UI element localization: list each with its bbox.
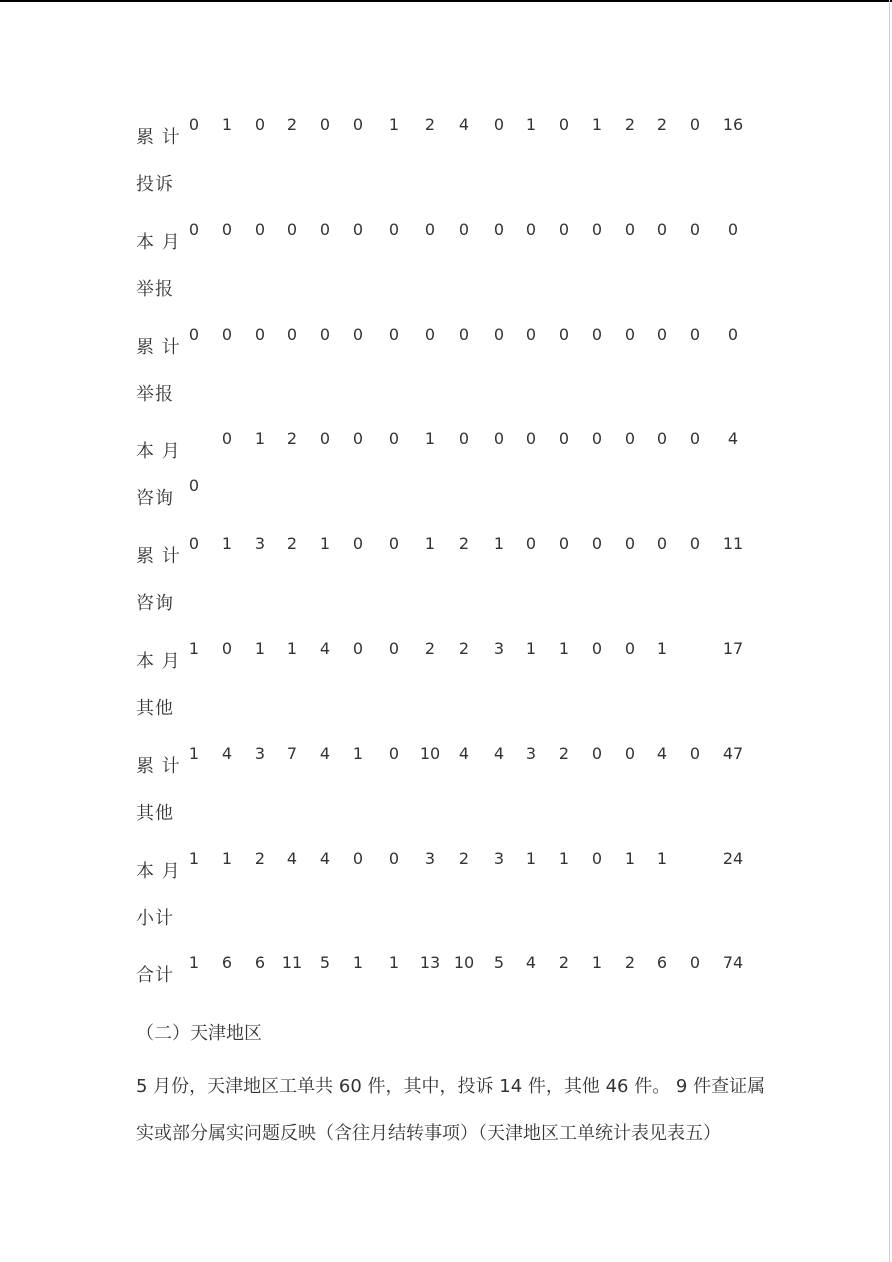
- table-cell: 0: [624, 534, 636, 554]
- table-cell: 10: [419, 743, 441, 763]
- table-cell: 1: [254, 429, 266, 449]
- row-label-top: 本 月: [136, 231, 181, 253]
- table-cell: 0: [525, 534, 537, 554]
- table-cell: 0: [656, 429, 668, 449]
- table-cell: 2: [424, 115, 436, 134]
- table-cell: 4: [319, 848, 331, 868]
- table-cell: 4: [525, 953, 537, 973]
- table-cell: 1: [656, 639, 668, 658]
- table-cell: 3: [424, 848, 436, 868]
- row-label-top: 本 月: [136, 860, 181, 882]
- table-cell: 6: [656, 953, 668, 973]
- table-cell: 3: [525, 743, 537, 763]
- table-cell: 2: [458, 848, 470, 868]
- row-label-top: 累 计: [136, 755, 181, 777]
- table-cell: 0: [591, 743, 603, 763]
- table-cell: 1: [591, 953, 603, 973]
- table-cell: 6: [254, 953, 266, 973]
- table-cell: 2: [624, 953, 636, 973]
- table-cell: 2: [656, 115, 668, 134]
- table-cell: 11: [722, 534, 744, 554]
- table-cell: 0: [221, 324, 233, 344]
- table-cell: 0: [424, 324, 436, 344]
- table-cell: 47: [722, 743, 744, 763]
- table-cell: 0: [689, 115, 701, 134]
- table-cell: 3: [493, 848, 505, 868]
- row-label-top: 本 月: [136, 441, 181, 463]
- table-cell: 0: [493, 219, 505, 239]
- table-cell: 0: [591, 848, 603, 868]
- table-cell: 0: [286, 324, 298, 344]
- table-cell: 0: [558, 115, 570, 134]
- row-label-top: 累 计: [136, 336, 181, 358]
- table-cell: 1: [525, 848, 537, 868]
- table-cell: 0: [352, 429, 364, 449]
- table-cell: 1: [591, 115, 603, 134]
- table-cell: 1: [221, 848, 233, 868]
- table-cell: 16: [722, 115, 744, 134]
- table-cell: 3: [254, 743, 266, 763]
- table-cell: 0: [727, 324, 739, 344]
- table-cell: 0: [188, 115, 200, 134]
- table-cell: 0: [188, 324, 200, 344]
- table-cell: 2: [558, 743, 570, 763]
- table-cell: 2: [424, 639, 436, 658]
- table-cell: 1: [424, 429, 436, 449]
- table-cell: 0: [591, 324, 603, 344]
- table-cell: 0: [352, 534, 364, 554]
- table-cell: 0: [388, 639, 400, 658]
- table-cell: 1: [221, 534, 233, 554]
- table-cell: 0: [458, 429, 470, 449]
- table-cell: 1: [558, 848, 570, 868]
- table-cell: 0: [458, 219, 470, 239]
- table-cell: 1: [493, 534, 505, 554]
- table-cell: 4: [656, 743, 668, 763]
- table-cell: 0: [221, 429, 233, 449]
- table-cell: 0: [254, 324, 266, 344]
- table-cell: 0: [558, 429, 570, 449]
- table-cell: 0: [591, 429, 603, 449]
- table-cell: 0: [525, 324, 537, 344]
- table-cell: 4: [458, 743, 470, 763]
- row-label-bottom: 举报: [136, 383, 174, 405]
- row-label-bottom: 小计: [136, 907, 174, 929]
- table-cell: 1: [352, 953, 364, 973]
- table-cell: 0: [188, 476, 200, 496]
- table-cell: 0: [221, 639, 233, 658]
- table-cell: 0: [525, 429, 537, 449]
- table-cell: 2: [458, 639, 470, 658]
- top-border: [0, 0, 892, 2]
- table-cell: 0: [689, 743, 701, 763]
- table-cell: 1: [656, 848, 668, 868]
- table-cell: 0: [188, 534, 200, 554]
- table-cell: 0: [591, 639, 603, 658]
- table-cell: 0: [689, 534, 701, 554]
- table-cell: 0: [188, 219, 200, 239]
- table-cell: 0: [388, 848, 400, 868]
- table-cell: 1: [525, 639, 537, 658]
- table-cell: 2: [286, 429, 298, 449]
- table-cell: 0: [286, 219, 298, 239]
- table-cell: 0: [319, 219, 331, 239]
- table-cell: 0: [352, 324, 364, 344]
- table-cell: 1: [188, 953, 200, 973]
- table-cell: 1: [221, 115, 233, 134]
- table-cell: 0: [689, 324, 701, 344]
- table-cell: 0: [319, 324, 331, 344]
- table-cell: 1: [188, 743, 200, 763]
- table-cell: 1: [319, 534, 331, 554]
- table-cell: 1: [286, 639, 298, 658]
- table-cell: 2: [624, 115, 636, 134]
- row-label-bottom: 咨询: [136, 488, 174, 510]
- row-label-top: 累 计: [136, 546, 181, 568]
- row-label-top: 累 计: [136, 127, 181, 148]
- table-cell: 6: [221, 953, 233, 973]
- table-cell: 1: [388, 115, 400, 134]
- table-cell: 11: [281, 953, 303, 973]
- table-cell: 0: [352, 219, 364, 239]
- table-cell: 1: [525, 115, 537, 134]
- table-cell: 0: [656, 534, 668, 554]
- table-cell: 0: [319, 429, 331, 449]
- table-cell: 1: [352, 743, 364, 763]
- table-cell: 0: [221, 219, 233, 239]
- table-cell: 3: [493, 639, 505, 658]
- table-cell: 0: [352, 639, 364, 658]
- table-cell: 4: [319, 639, 331, 658]
- table-cell: 0: [624, 639, 636, 658]
- table-cell: 7: [286, 743, 298, 763]
- table-cell: 0: [388, 743, 400, 763]
- table-cell: 1: [624, 848, 636, 868]
- table-cell: 4: [493, 743, 505, 763]
- paragraph-line-2: 实或部分属实问题反映（含往月结转事项）（天津地区工单统计表见表五）: [136, 1123, 721, 1144]
- table-cell: 0: [388, 324, 400, 344]
- table-cell: 4: [286, 848, 298, 868]
- table-cell: 2: [254, 848, 266, 868]
- table-cell: 0: [558, 324, 570, 344]
- table-cell: 0: [689, 953, 701, 973]
- table-cell: 0: [352, 848, 364, 868]
- table-cell: 24: [722, 848, 744, 868]
- table-cell: 0: [388, 219, 400, 239]
- row-label-bottom: 咨询: [136, 593, 174, 615]
- table-cell: 74: [722, 953, 744, 973]
- table-cell: 1: [254, 639, 266, 658]
- section-heading: （二）天津地区: [136, 1023, 262, 1044]
- table-cell: 1: [558, 639, 570, 658]
- table-cell: 0: [493, 324, 505, 344]
- row-label-bottom: 举报: [136, 278, 174, 300]
- table-cell: 0: [656, 219, 668, 239]
- row-label-top: 本 月: [136, 651, 181, 672]
- table-cell: 4: [221, 743, 233, 763]
- row-label-bottom: 其他: [136, 802, 174, 824]
- table-cell: 0: [558, 534, 570, 554]
- row-label-bottom: 其他: [136, 698, 174, 719]
- table-cell: 2: [286, 115, 298, 134]
- table-cell: 0: [689, 219, 701, 239]
- row-label-bottom: 投诉: [136, 174, 174, 195]
- table-cell: 1: [388, 953, 400, 973]
- table-cell: 1: [424, 534, 436, 554]
- table-cell: 0: [689, 429, 701, 449]
- table-cell: 0: [254, 115, 266, 134]
- table-cell: 2: [458, 534, 470, 554]
- table-cell: 0: [727, 219, 739, 239]
- table-cell: 13: [419, 953, 441, 973]
- table-cell: 17: [722, 639, 744, 658]
- table-cell: 5: [319, 953, 331, 973]
- table-cell: 0: [624, 324, 636, 344]
- table-cell: 0: [525, 219, 537, 239]
- table-cell: 0: [493, 429, 505, 449]
- table-cell: 5: [493, 953, 505, 973]
- table-cell: 0: [352, 115, 364, 134]
- table-cell: 1: [188, 848, 200, 868]
- table-cell: 0: [656, 324, 668, 344]
- table-cell: 0: [624, 219, 636, 239]
- table-cell: 0: [591, 219, 603, 239]
- table-cell: 4: [458, 115, 470, 134]
- paragraph-line-1: 5 月份，天津地区工单共 60 件，其中，投诉 14 件，其他 46 件。 9 件查证属: [136, 1076, 766, 1097]
- table-cell: 1: [188, 639, 200, 658]
- table-cell: 0: [558, 219, 570, 239]
- table-cell: 4: [319, 743, 331, 763]
- table-cell: 4: [727, 429, 739, 449]
- table-cell: 0: [388, 534, 400, 554]
- row-label-top: 合计: [136, 965, 174, 987]
- table-cell: 2: [558, 953, 570, 973]
- table-cell: 0: [388, 429, 400, 449]
- table-cell: 0: [624, 743, 636, 763]
- table-cell: 0: [424, 219, 436, 239]
- table-cell: 0: [591, 534, 603, 554]
- table-cell: 0: [319, 115, 331, 134]
- table-cell: 10: [453, 953, 475, 973]
- table-cell: 3: [254, 534, 266, 554]
- table-cell: 0: [624, 429, 636, 449]
- table-cell: 2: [286, 534, 298, 554]
- right-border: [889, 0, 890, 1262]
- table-cell: 0: [254, 219, 266, 239]
- table-cell: 0: [493, 115, 505, 134]
- table-cell: 0: [458, 324, 470, 344]
